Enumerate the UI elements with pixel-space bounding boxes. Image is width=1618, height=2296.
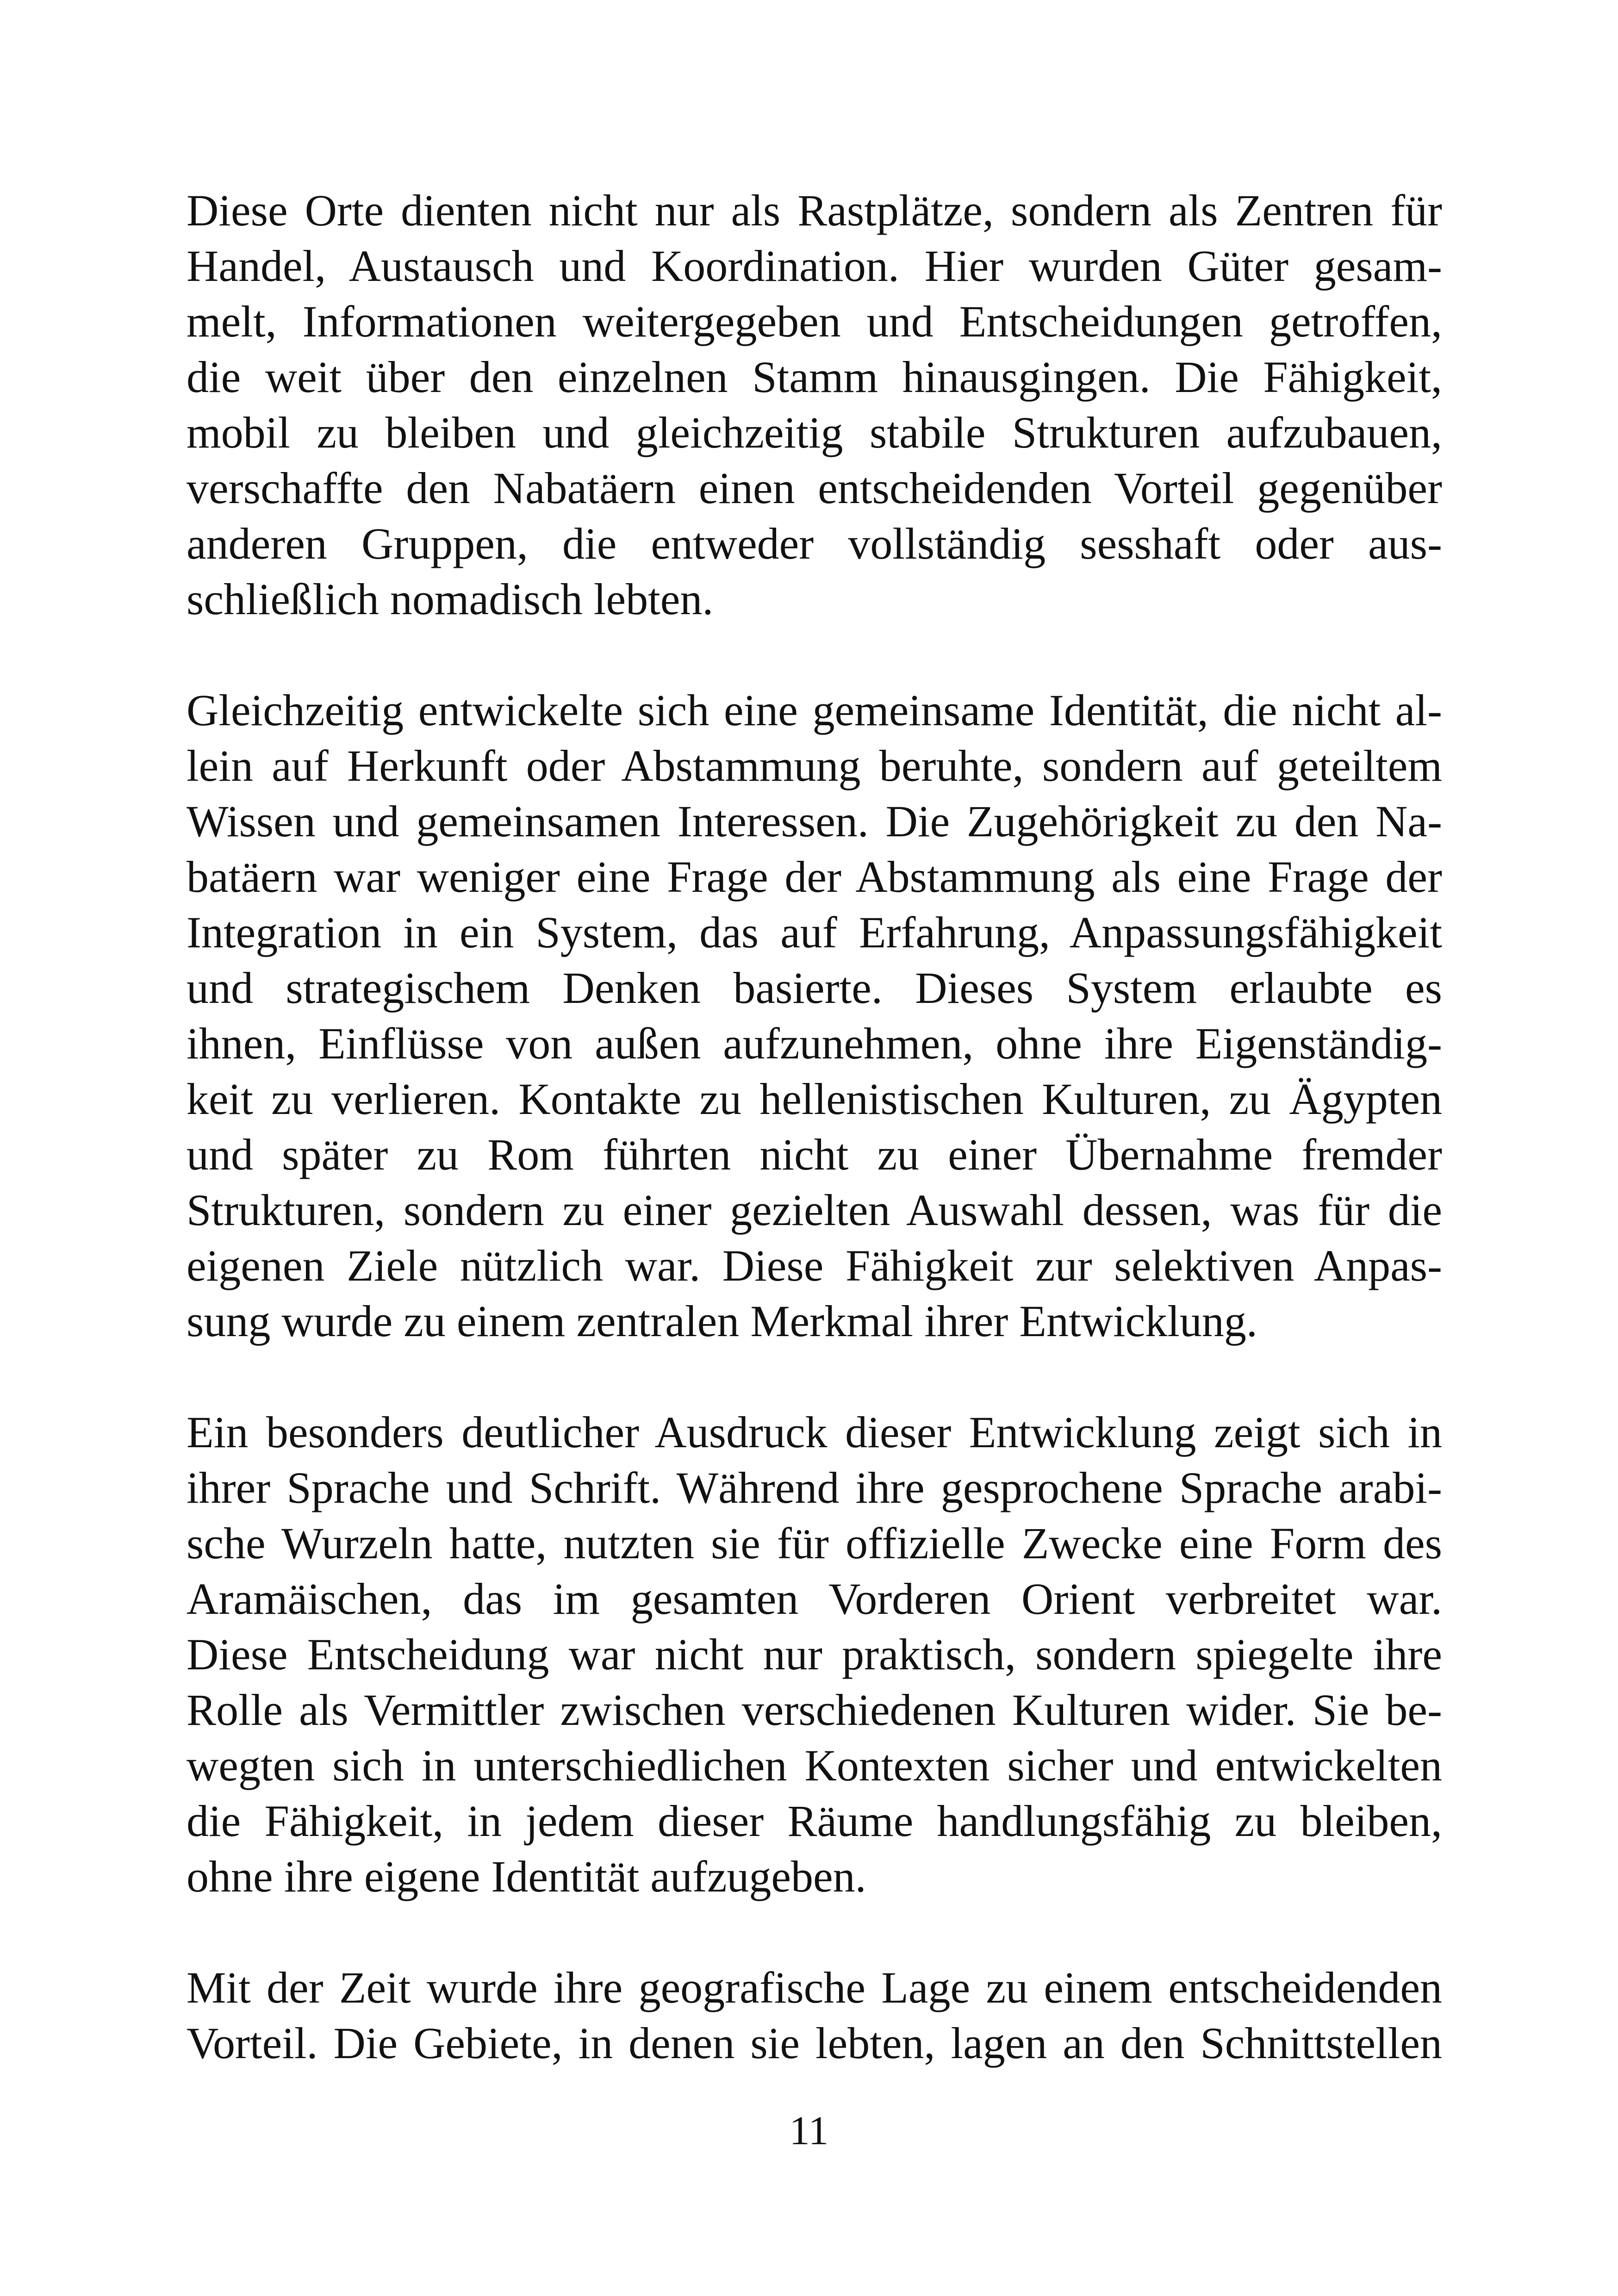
paragraph [187,683,1442,1349]
text-line: und später zu Rom führten nicht zu einer Übernahme fremder [187,1130,1442,1179]
text-line: ihrer Sprache und Schrift. Während ihre gesprochene Sprache arabi- [187,1463,1442,1512]
paragraph-spacer [187,627,1442,683]
text-line: sche Wurzeln hatte, nutzten sie für offizielle Zwecke eine Form des [187,1518,1442,1568]
text-line: ihnen, Einflüsse von außen aufzunehmen, ohne ihre Eigenständig- [187,1019,1442,1068]
text-line: Vorteil. Die Gebiete, in denen sie lebten, lagen an den Schnittstellen [187,2018,1442,2068]
text-line: und strategischem Denken basierte. Dieses System erlaubte es [187,963,1442,1013]
text-line: eigenen Ziele nützlich war. Diese Fähigkeit zur selektiven Anpas- [187,1241,1442,1290]
text-line: Aramäischen, das im gesamten Vorderen Orient verbreitet war. [187,1574,1442,1624]
text-line: Mit der Zeit wurde ihre geografische Lage zu einem entscheidenden [187,1963,1442,2012]
text-line: Diese Entscheidung war nicht nur praktisch, sondern spiegelte ihre [187,1630,1442,1679]
text-line: melt, Informationen weitergegeben und Entscheidungen getroffen, [187,297,1442,346]
text-line: Strukturen, sondern zu einer gezielten Auswahl dessen, was für die [187,1185,1442,1235]
text-line: Rolle als Vermittler zwischen verschiedenen Kulturen wider. Sie be- [187,1685,1442,1735]
page-number: 11 [789,2109,829,2153]
text-line: batäern war weniger eine Frage der Abstammung als eine Frage der [187,852,1442,902]
text-line: Wissen und gemeinsamen Interessen. Die Zugehörigkeit zu den Na- [187,796,1442,846]
text-line: die Fähigkeit, in jedem dieser Räume handlungsfähig zu bleiben, [187,1796,1442,1846]
paragraph [187,183,1442,627]
text-line: mobil zu bleiben und gleichzeitig stabile Strukturen aufzubauen, [187,408,1442,457]
paragraph-spacer [187,1349,1442,1405]
body-text [187,183,1442,2071]
text-line: die weit über den einzelnen Stamm hinausgingen. Die Fähigkeit, [187,352,1442,402]
text-line: verschaffte den Nabatäern einen entscheidenden Vorteil gegenüber [187,463,1442,513]
text-line: sung wurde zu einem zentralen Merkmal ihrer Entwicklung. [187,1296,1257,1346]
paragraph [187,1960,1442,2071]
text-line: Gleichzeitig entwickelte sich eine gemeinsame Identität, die nicht al- [187,685,1442,735]
text-line: Diese Orte dienten nicht nur als Rastplätze, sondern als Zentren für [187,186,1442,235]
text-line: ohne ihre eigene Identität aufzugeben. [187,1852,866,1901]
text-line: lein auf Herkunft oder Abstammung beruhte, sondern auf geteiltem [187,741,1442,790]
text-line: wegten sich in unterschiedlichen Kontexten sicher und entwickelten [187,1741,1442,1790]
text-line: keit zu verlieren. Kontakte zu hellenistischen Kulturen, zu Ägypten [187,1074,1442,1124]
text-line: schließlich nomadisch lebten. [187,574,714,624]
text-line: Ein besonders deutlicher Ausdruck dieser Entwicklung zeigt sich in [187,1407,1442,1457]
paragraph-spacer [187,1904,1442,1960]
text-line: anderen Gruppen, die entweder vollständig sesshaft oder aus- [187,519,1442,568]
text-line: Integration in ein System, das auf Erfahrung, Anpassungsfähigkeit [187,908,1442,957]
paragraph [187,1405,1442,1904]
text-line: Handel, Austausch und Koordination. Hier wurden Güter gesam- [187,241,1442,291]
